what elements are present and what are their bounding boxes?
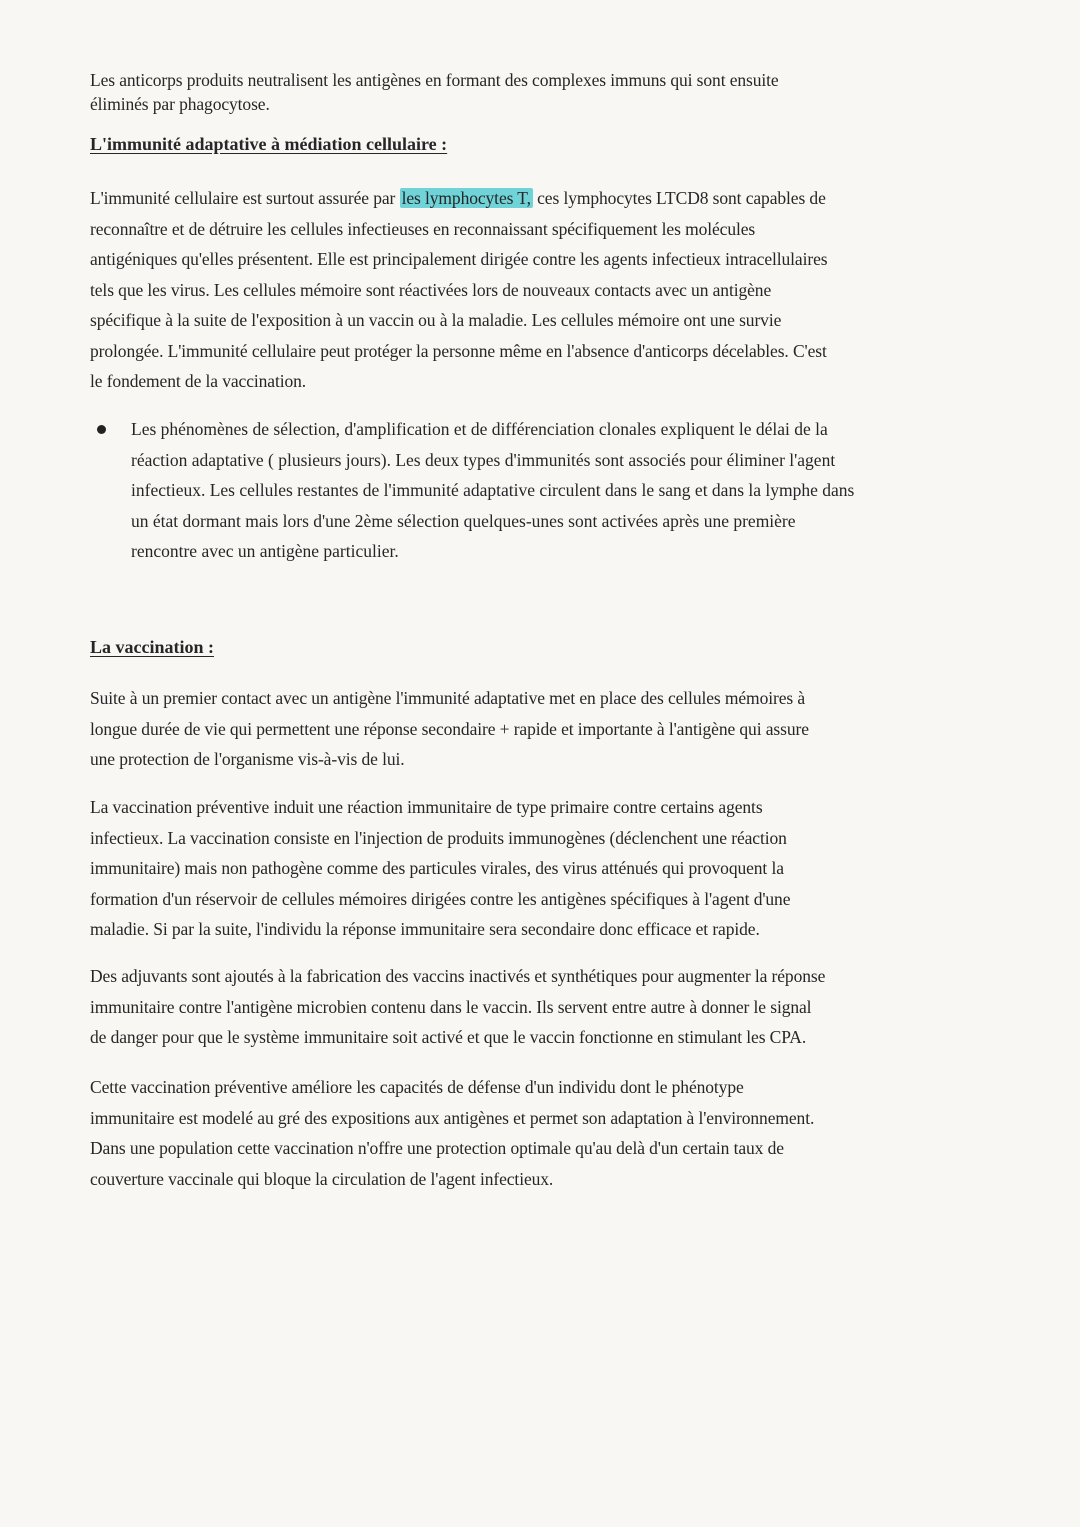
paragraph-line: un état dormant mais lors d'une 2ème sélection quelques-unes sont activées après une première (131, 510, 796, 531)
paragraph-line: La vaccination préventive induit une réaction immunitaire de type primaire contre certains agents (90, 797, 763, 817)
paragraph-line: immunitaire contre l'antigène microbien contenu dans le vaccin. Ils servent entre autre à donner le signal (90, 996, 812, 1017)
paragraph-line: reconnaître et de détruire les cellules infectieuses en reconnaissant spécifiquement les molécules (90, 218, 756, 239)
paragraph-line: infectieux. La vaccination consiste en l'injection de produits immunogènes (déclenchent une réaction (90, 827, 787, 848)
paragraph-line: longue durée de vie qui permettent une réponse secondaire + rapide et importante à l'antigène qui assure (90, 718, 809, 739)
paragraph-line: rencontre avec un antigène particulier. (131, 541, 399, 561)
paragraph-line: infectieux. Les cellules restantes de l'immunité adaptative circulent dans le sang et dans la lymphe dans (131, 480, 855, 500)
paragraph-line: éliminés par phagocytose. (90, 93, 270, 114)
paragraph-line: Suite à un premier contact avec un antigène l'immunité adaptative met en place des cellules mémoires à (90, 688, 806, 708)
paragraph-line: le fondement de la vaccination. (90, 371, 307, 391)
paragraph-line (90, 183, 1010, 214)
text-before-highlight: L'immunité cellulaire est surtout assurée par (90, 188, 400, 208)
paragraph-line: spécifique à la suite de l'exposition à un vaccin ou à la maladie. Les cellules mémoire ont une survie (90, 310, 782, 330)
text-after-highlight: ces lymphocytes LTCD8 sont capables de (532, 188, 826, 208)
section-heading-vaccination: La vaccination : (90, 637, 214, 657)
cellular-paragraph (90, 183, 1010, 397)
paragraph-line: de danger pour que le système immunitaire soit activé et que le vaccin fonctionne en stimulant les CPA. (90, 1027, 807, 1047)
highlighted-text: les lymphocytes T, (401, 188, 531, 208)
paragraph-line: couverture vaccinale qui bloque la circulation de l'agent infectieux. (90, 1168, 554, 1189)
paragraph-line: réaction adaptative ( plusieurs jours). Les deux types d'immunités sont associés pour éliminer l'agent (131, 449, 836, 470)
paragraph-line: Cette vaccination préventive améliore les capacités de défense d'un individu dont le phénotype (90, 1077, 744, 1097)
paragraph-line: immunitaire est modelé au gré des expositions aux antigènes et permet son adaptation à l'environnement. (90, 1107, 815, 1128)
vaccination-paragraph-1 (90, 683, 1010, 775)
paragraph-line: Dans une population cette vaccination n'offre une protection optimale qu'au delà d'un certain taux de (90, 1138, 784, 1158)
paragraph-line: maladie. Si par la suite, l'individu la réponse immunitaire sera secondaire donc efficace et rapide. (90, 919, 760, 939)
paragraph-line: une protection de l'organisme vis-à-vis de lui. (90, 749, 405, 769)
bullet-paragraph (131, 414, 1011, 567)
paragraph-line: tels que les virus. Les cellules mémoire sont réactivées lors de nouveaux contacts avec un antigène (90, 279, 772, 300)
paragraph-line: antigéniques qu'elles présentent. Elle est principalement dirigée contre les agents infectieux intracellulaires (90, 249, 828, 269)
paragraph-line: Des adjuvants sont ajoutés à la fabrication des vaccins inactivés et synthétiques pour augmenter la réponse (90, 966, 826, 986)
paragraph-line: Les phénomènes de sélection, d'amplification et de différenciation clonales expliquent le délai de la (131, 419, 828, 439)
vaccination-paragraph-4 (90, 1072, 1010, 1194)
intro-paragraph (90, 66, 1010, 119)
paragraph-line: formation d'un réservoir de cellules mémoires dirigées contre les antigènes spécifiques à l'agent d'une (90, 888, 791, 909)
bullet-icon (97, 425, 106, 434)
vaccination-paragraph-3 (90, 961, 1010, 1053)
paragraph-line: Les anticorps produits neutralisent les antigènes en formant des complexes immuns qui sont ensuite (90, 70, 779, 90)
paragraph-line: immunitaire) mais non pathogène comme des particules virales, des virus atténués qui provoquent la (90, 858, 784, 878)
vaccination-paragraph-2 (90, 792, 1010, 945)
paragraph-line: prolongée. L'immunité cellulaire peut protéger la personne même en l'absence d'anticorps décelables. C'est (90, 340, 827, 361)
section-heading-cellular: L'immunité adaptative à médiation cellulaire : (90, 134, 448, 154)
